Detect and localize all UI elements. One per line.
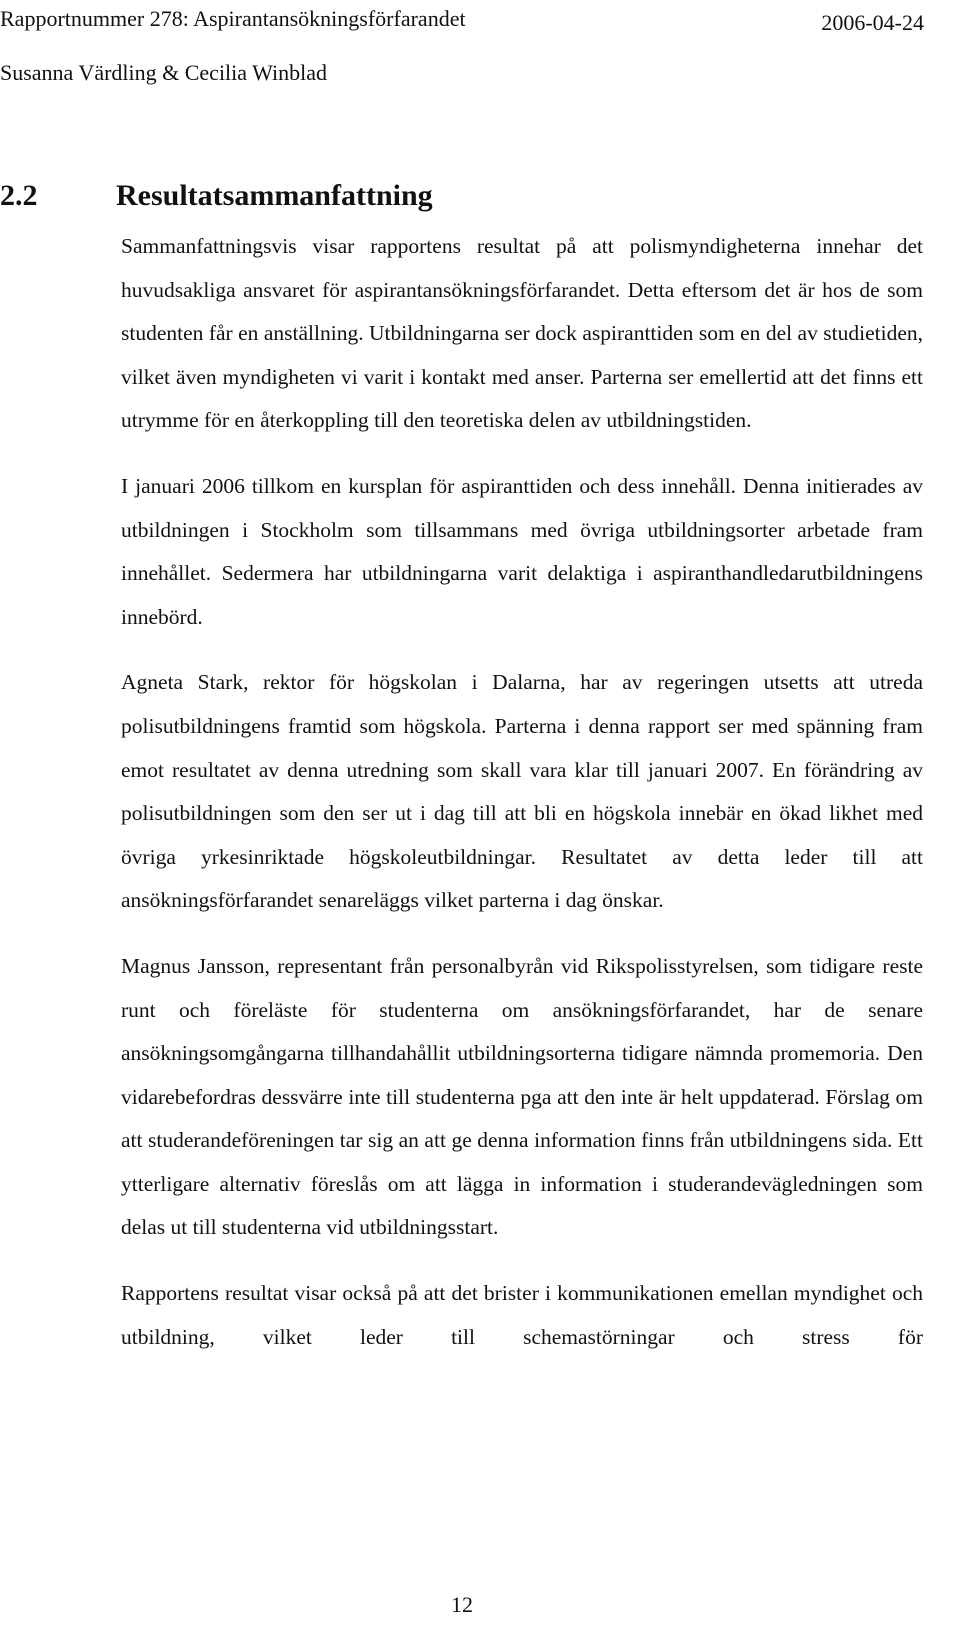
header-report-title: Rapportnummer 278: Aspirantansökningsförfarandet [0,6,466,31]
paragraph-1: Sammanfattningsvis visar rapportens resultat på att polismyndigheterna innehar det huvudsakliga ansvaret för aspirantansökningsförfarandet. Detta eftersom det är hos de som studenten får en anställning. Utbildningarna ser dock aspiranttiden som en del av studietiden, vilket även myndigheten vi varit i kontakt med anser. Parterna ser emellertid att det finns ett utrymme för en återkoppling till den teoretiska delen av utbildningstiden. [121,234,923,433]
paragraph-2: I januari 2006 tillkom en kursplan för aspiranttiden och dess innehåll. Denna initierades av utbildningen i Stockholm som tillsammans med övriga utbildningsorter arbetade fram innehållet. Sedermera har utbildningarna varit delaktiga i aspiranthandledarutbildningens innebörd. [121,473,923,629]
header-date: 2006-04-24 [821,10,924,35]
section-number: 2.2 [0,179,38,212]
section-title: Resultatsammanfattning [116,179,433,212]
paragraph-3: Agneta Stark, rektor för högskolan i Dalarna, har av regeringen utsetts att utreda polisutbildningens framtid som högskola. Parterna i denna rapport ser med spänning fram emot resultatet av denna utredning som skall vara klar till januari 2007. En förändring av polisutbildningen som den ser ut i dag till att bli en högskola innebär en ökad likhet med övriga yrkesinriktade högskoleutbildningar. Resultatet av detta leder till att ansökningsförfarandet senareläggs vilket parterna i dag önskar. [121,670,923,913]
header-authors: Susanna Värdling & Cecilia Winblad [0,60,328,85]
page-number-text: 12 [451,1592,473,1617]
page-number [0,1592,960,1618]
section-heading [0,178,433,214]
paragraph-5: Rapportens resultat visar också på att det brister i kommunikationen emellan myndighet och utbildning, vilket leder till schemastörningar och stress för [121,1281,923,1349]
paragraph-4: Magnus Jansson, representant från personalbyrån vid Rikspolisstyrelsen, som tidigare reste runt och föreläste för studenterna om ansökningsförfarandet, har de senare ansökningsomgångarna tillhandahållit utbildningsorterna tidigare nämnda promemoria. Den vidarebefordras dessvärre inte till studenterna pga att den inte är helt uppdaterad. Förslag om att studerandeföreningen tar sig an att ge denna information finns från utbildningens sida. Ett ytterligare alternativ föreslås om att lägga in information i studerandevägledningen som delas ut till studenterna vid utbildningsstart. [121,953,923,1240]
body-text [121,225,923,1381]
